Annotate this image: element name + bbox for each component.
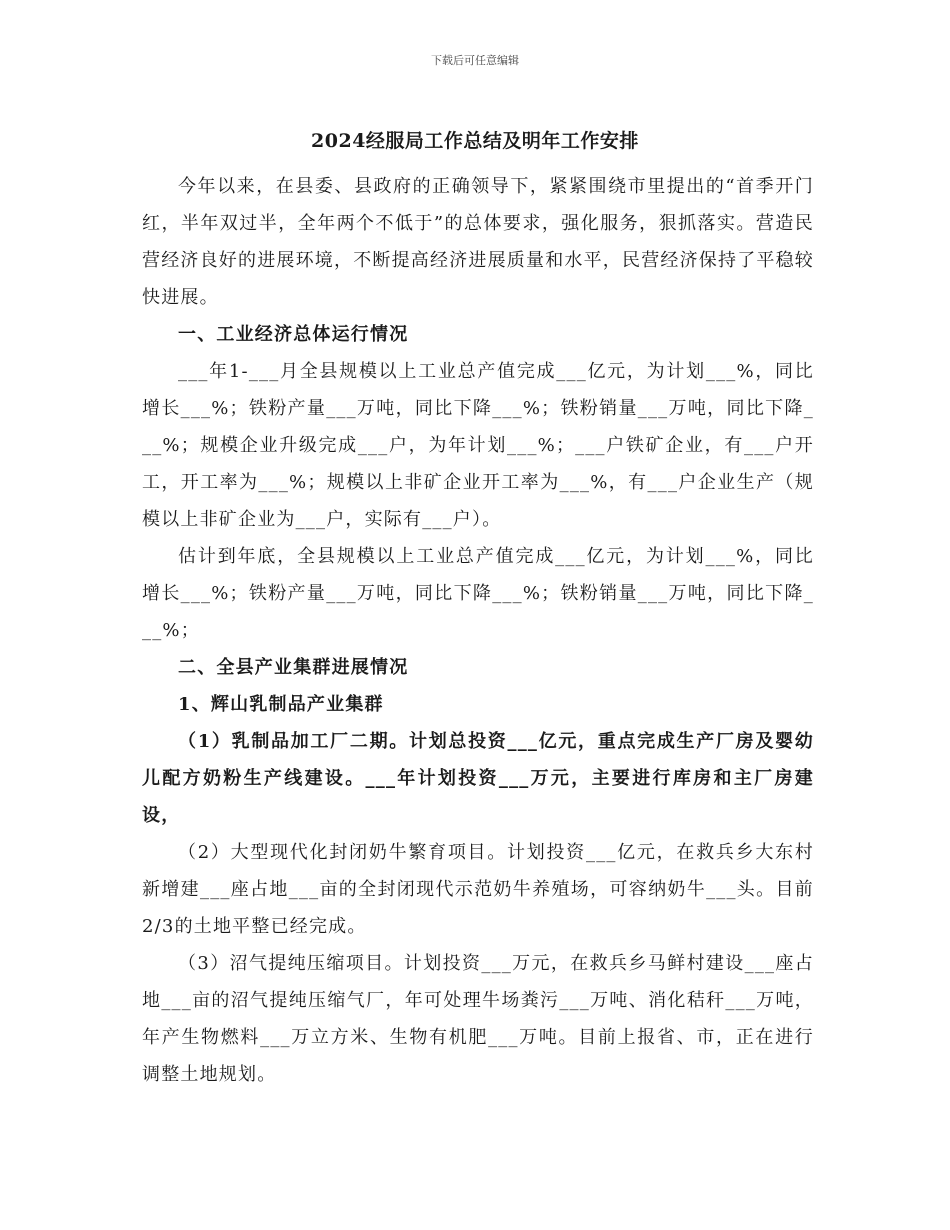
section-2-heading: 二、全县产业集群进展情况 (178, 657, 409, 678)
section-1-paragraph-2: 估计到年底，全县规模以上工业总产值完成___亿元，为计划___%，同比增长___%；铁粉产量___万吨，同比下降___%；铁粉销量___万吨，同比下降___%； (142, 546, 814, 641)
document-body (142, 168, 814, 1093)
item-1-paragraph: （1）乳制品加工厂二期。计划总投资___亿元，重点完成生产厂房及婴幼儿配方奶粉生产线建设。___年计划投资___万元，主要进行库房和主厂房建设， (142, 731, 814, 826)
section-2-subheading-1: 1、辉山乳制品产业集群 (178, 694, 384, 715)
intro-paragraph: 今年以来，在县委、县政府的正确领导下，紧紧围绕市里提出的“首季开门红，半年双过半，全年两个不低于”的总体要求，强化服务，狠抓落实。营造民营经济良好的进展环境，不断提高经济进展质量和水平，民营经济保持了平稳较快进展。 (142, 176, 814, 308)
item-3-paragraph: （3）沼气提纯压缩项目。计划投资___万元，在救兵乡马鲜村建设___座占地___亩的沼气提纯压缩气厂，年可处理牛场粪污___万吨、消化秸秆___万吨，年产生物燃料___万立方米、生物有机肥___万吨。目前上报省、市，正在进行调整土地规划。 (142, 953, 814, 1085)
section-1-heading: 一、工业经济总体运行情况 (178, 324, 409, 345)
page-header-note: 下载后可任意编辑 (431, 54, 519, 67)
document-title: 2024经服局工作总结及明年工作安排 (311, 130, 639, 152)
section-1-paragraph-1: ___年1-___月全县规模以上工业总产值完成___亿元，为计划___%，同比增长___%；铁粉产量___万吨，同比下降___%；铁粉销量___万吨，同比下降___%；规模企业升级完成___户，为年计划___%；___户铁矿企业，有___户开工，开工率为___%；规模以上非矿企业开工率为___%，有___户企业生产（规模以上非矿企业为___户，实际有___户）。 (142, 361, 814, 530)
item-2-paragraph: （2）大型现代化封闭奶牛繁育项目。计划投资___亿元，在救兵乡大东村新增建___座占地___亩的全封闭现代示范奶牛养殖场，可容纳奶牛___头。目前2/3的土地平整已经完成。 (142, 842, 814, 937)
